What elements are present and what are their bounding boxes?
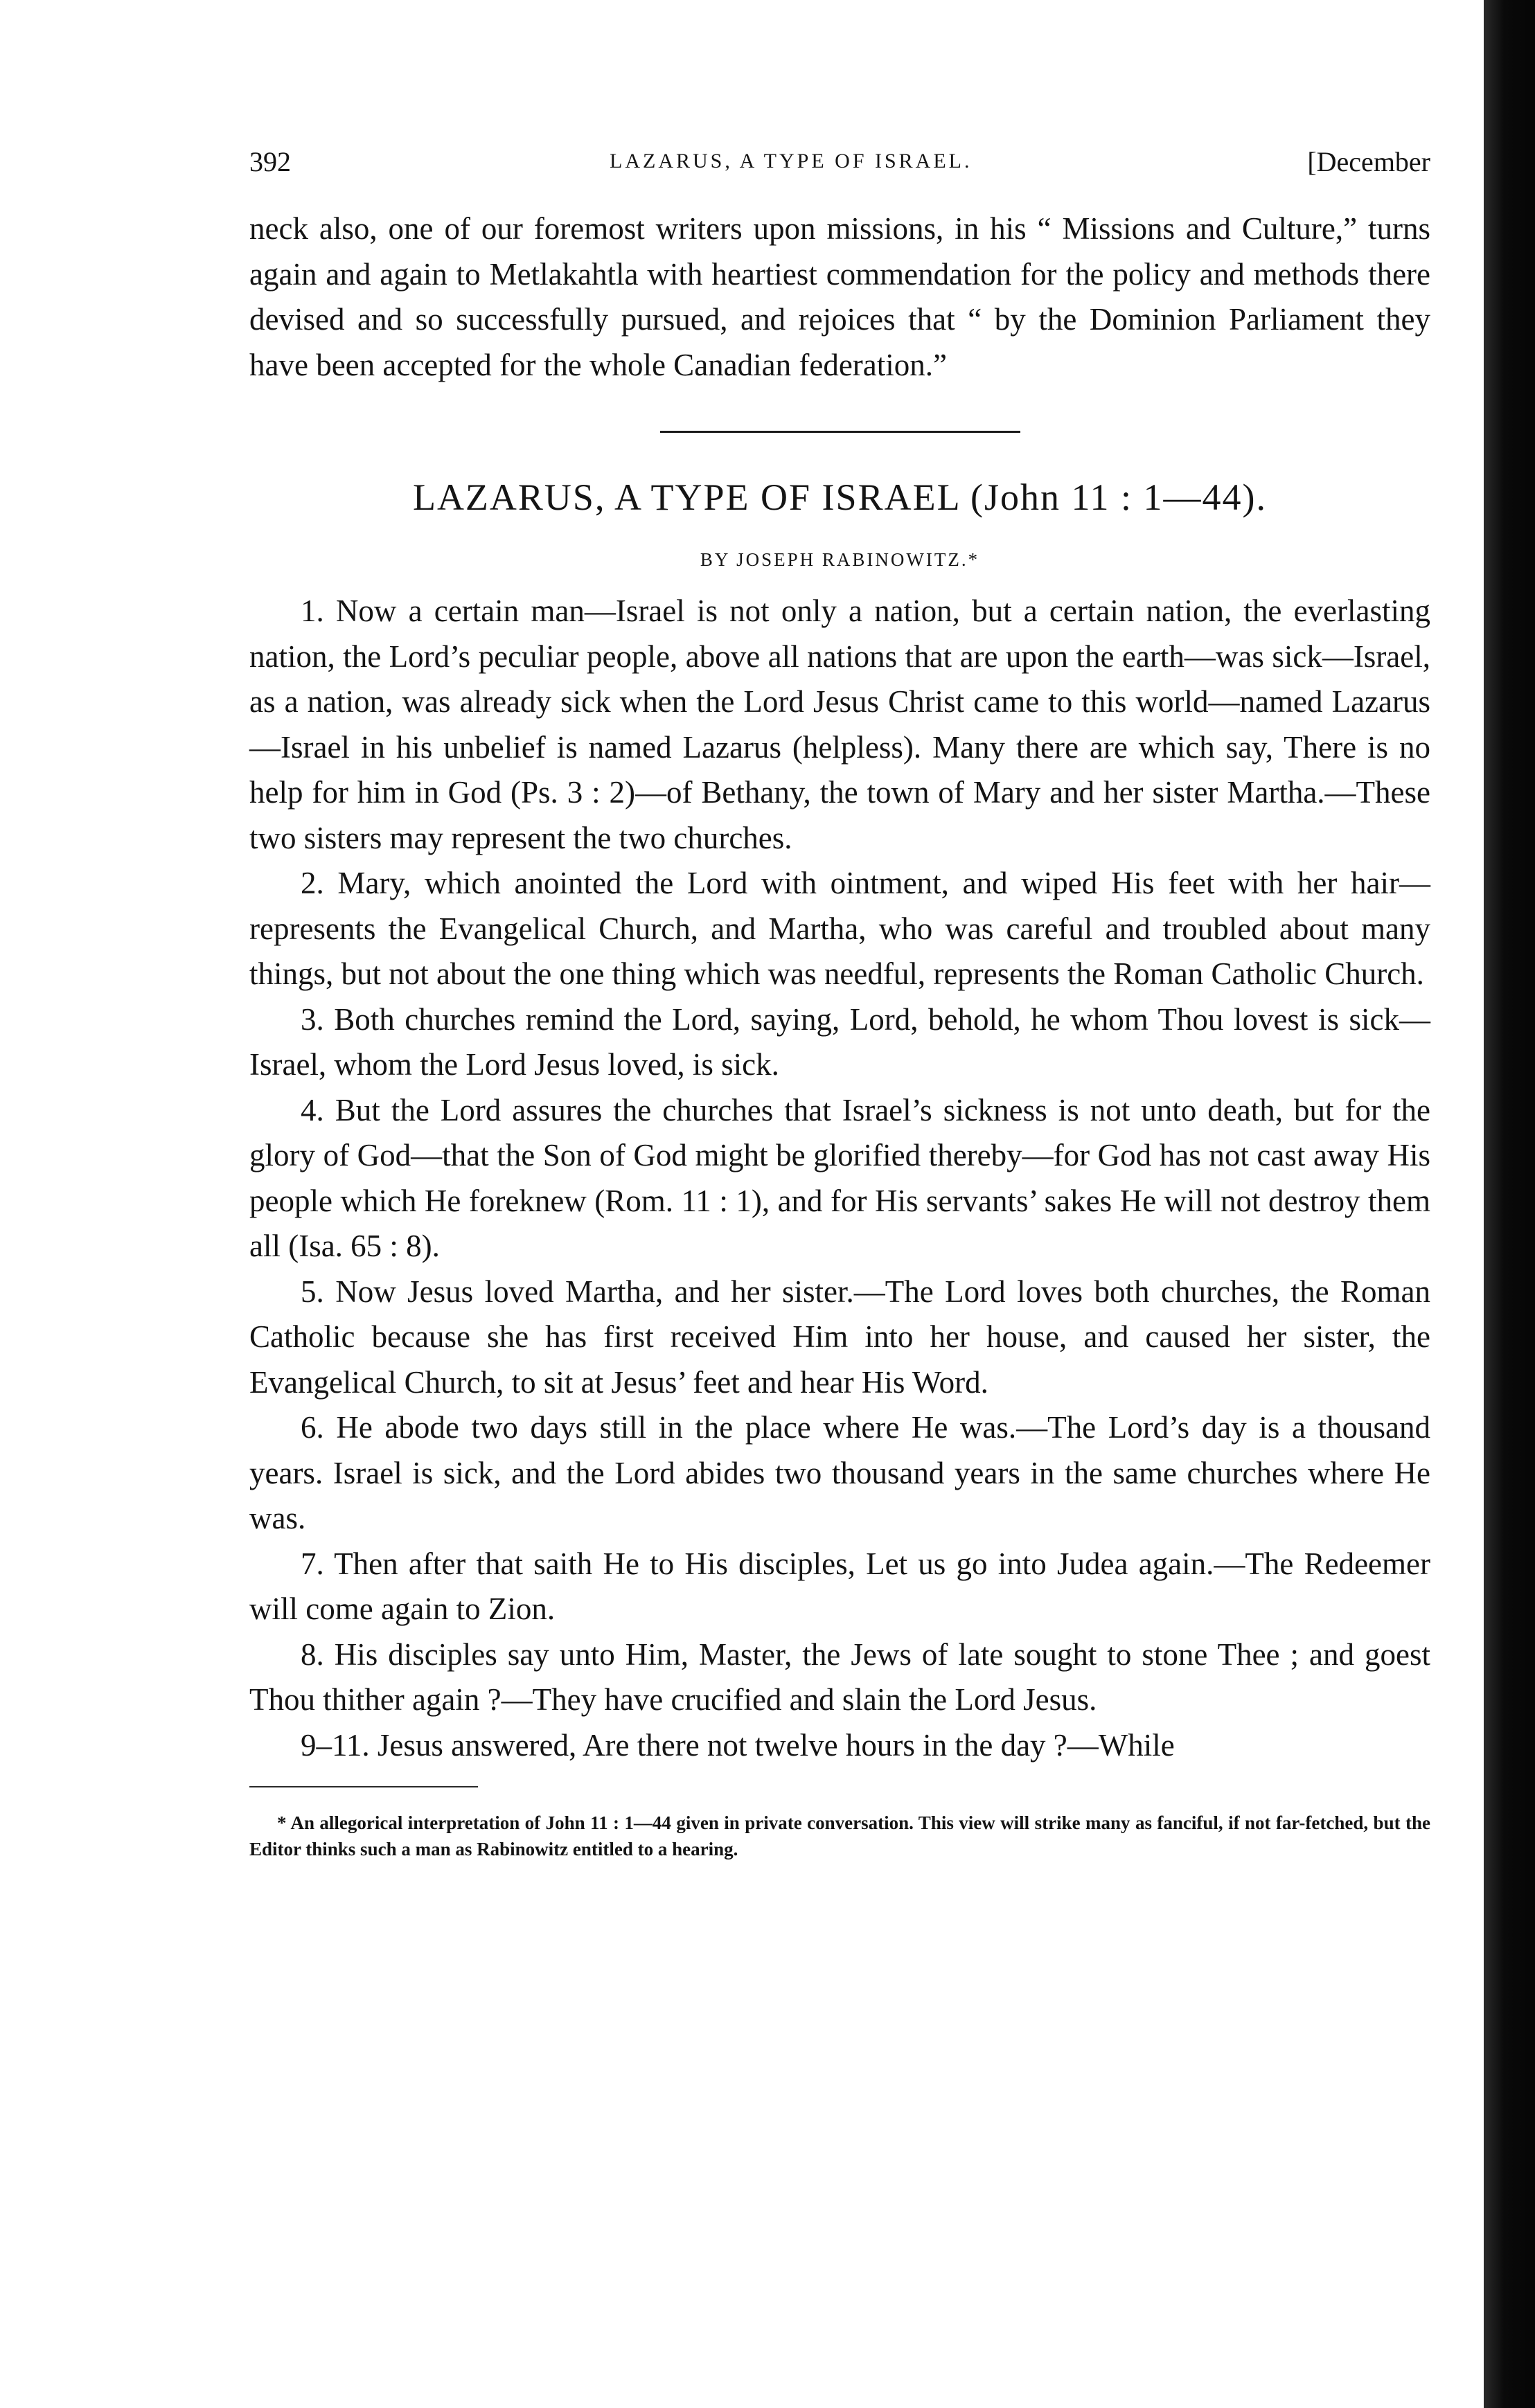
footnote: * An allegorical interpretation of John 11 : 1—44 given in private conversation. This view will strike many as fanciful, if not far-fetched, but the Editor thinks such a man as Rabinowitz entitled to a hearing.	[249, 1812, 1430, 1859]
article-body	[249, 589, 1430, 1768]
article-paragraph-7: 7. Then after that saith He to His disciples, Let us go into Judea again.—The Redeemer will come again to Zion.	[249, 1546, 1430, 1626]
footnote-divider	[249, 1786, 478, 1787]
article-paragraph-1: 1. Now a certain man—Israel is not only a nation, but a certain nation, the everlasting nation, the Lord’s peculiar people, above all nations that are upon the earth—was sick—Israel, as a nation, was already sick when the Lord Jesus Christ came to this world—named Lazarus—Israel in his unbelief is named Lazarus (helpless). Many there are which say, There is no help for him in God (Ps. 3 : 2)—of Bethany, the town of Mary and her sister Martha.—These two sisters may represent the two churches.	[249, 594, 1430, 855]
article-byline: BY JOSEPH RABINOWITZ.*	[700, 549, 980, 570]
article-title: LAZARUS, A TYPE OF ISRAEL (John 11 : 1—44).	[412, 476, 1268, 518]
book-binding-edge	[1484, 0, 1535, 2408]
article-paragraph-9: 9–11. Jesus answered, Are there not twelve hours in the day ?—While	[301, 1727, 1175, 1763]
article-paragraph-6: 6. He abode two days still in the place where He was.—The Lord’s day is a thousand years. Israel is sick, and the Lord abides two thousand years in the same churches where He was.	[249, 1410, 1430, 1535]
article-paragraph-8: 8. His disciples say unto Him, Master, the Jews of late sought to stone Thee ; and goest Thou thither again ?—They have crucified and slain the Lord Jesus.	[249, 1636, 1430, 1717]
section-divider	[660, 431, 1020, 433]
article-paragraph-3: 3. Both churches remind the Lord, saying, Lord, behold, he whom Thou lovest is sick—Israel, whom the Lord Jesus loved, is sick.	[249, 1001, 1430, 1082]
continuation-paragraph: neck also, one of our foremost writers upon missions, in his “ Missions and Culture,” turns again and again to Metlakahtla with heartiest commendation for the policy and methods there devised and so successfully pursued, and rejoices that “ by the Dominion Parliament they have been accepted for the whole Canadian federation.”	[249, 211, 1430, 382]
book-page	[249, 145, 1430, 1881]
article-paragraph-5: 5. Now Jesus loved Martha, and her sister.—The Lord loves both churches, the Roman Catholic because she has first received Him into her house, and caused her sister, the Evangelical Church, to sit at Jesus’ feet and hear His Word.	[249, 1274, 1430, 1400]
article-paragraph-4: 4. But the Lord assures the churches that Israel’s sickness is not unto death, but for the glory of God—that the Son of God might be glorified thereby—for God has not cast away His people which He foreknew (Rom. 11 : 1), and for His servants’ sakes He will not destroy them all (Isa. 65 : 8).	[249, 1092, 1430, 1263]
running-head	[249, 145, 1430, 187]
page-number: 392	[249, 146, 291, 177]
running-month: [December	[1307, 146, 1430, 177]
running-title: LAZARUS, A TYPE OF ISRAEL.	[610, 150, 973, 172]
article-paragraph-2: 2. Mary, which anointed the Lord with ointment, and wiped His feet with her hair—represents the Evangelical Church, and Martha, who was careful and troubled about many things, but not about the one thing which was needful, represents the Roman Catholic Church.	[249, 866, 1430, 991]
